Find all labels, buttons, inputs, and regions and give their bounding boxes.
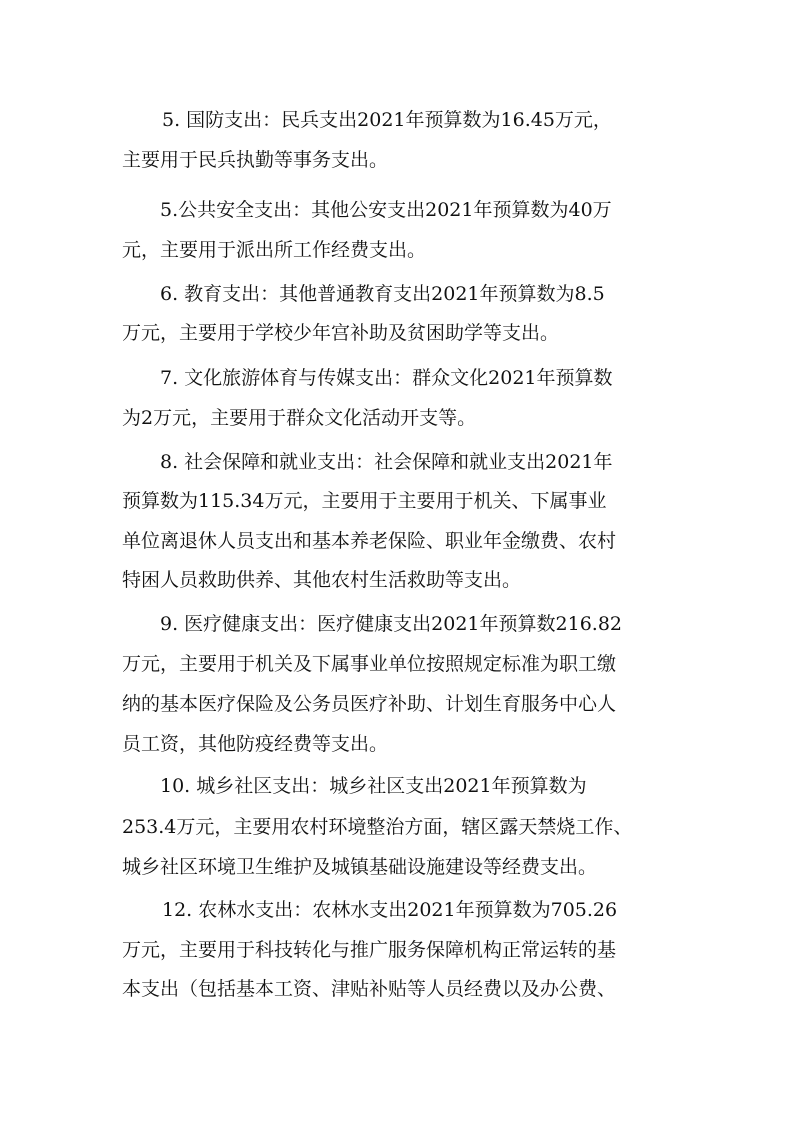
paragraph-line: 特困人员救助供养、其他农村生活救助等支出。 [122,569,522,591]
paragraph-line: 单位离退休人员支出和基本养老保险、职业年金缴费、农村 [122,530,617,552]
paragraph-line: 为2万元，主要用于群众文化活动开支等。 [122,407,477,429]
paragraph-line: 6. 教育支出：其他普通教育支出2021年预算数为8.5 [160,283,605,305]
paragraph-line: 7. 文化旅游体育与传媒支出：群众文化2021年预算数 [160,367,613,389]
paragraph-line: 员工资，其他防疫经费等支出。 [122,733,389,755]
paragraph-line: 预算数为115.34万元，主要用于主要用于机关、下属事业 [122,490,607,512]
paragraph-line: 万元，主要用于科技转化与推广服务保障机构正常运转的基 [122,939,617,961]
paragraph-line: 万元，主要用于机关及下属事业单位按照规定标准为职工缴 [122,653,617,675]
paragraph-line: 8. 社会保障和就业支出：社会保障和就业支出2021年 [160,451,613,473]
paragraph-line: 城乡社区环境卫生维护及城镇基础设施建设等经费支出。 [122,856,598,878]
paragraph-line: 10. 城乡社区支出：城乡社区支出2021年预算数为 [160,775,587,797]
paragraph-line: 本支出（包括基本工资、津贴补贴等人员经费以及办公费、 [122,978,617,1000]
paragraph-line: 万元，主要用于学校少年宫补助及贫困助学等支出。 [122,322,560,344]
paragraph-line: 主要用于民兵执勤等事务支出。 [122,149,389,171]
paragraph-line: 5. 国防支出：民兵支出2021年预算数为16.45万元， [162,109,612,131]
paragraph-line: 12. 农林水支出：农林水支出2021年预算数为705.26 [162,899,618,921]
paragraph-line: 元，主要用于派出所工作经费支出。 [122,239,427,261]
paragraph-line: 9. 医疗健康支出：医疗健康支出2021年预算数216.82 [160,613,623,635]
paragraph-line: 5.公共安全支出：其他公安支出2021年预算数为40万 [160,199,612,221]
paragraph-line: 253.4万元，主要用农村环境整治方面，辖区露天禁烧工作、 [122,816,633,838]
paragraph-line: 纳的基本医疗保险及公务员医疗补助、计划生育服务中心人 [122,693,617,715]
